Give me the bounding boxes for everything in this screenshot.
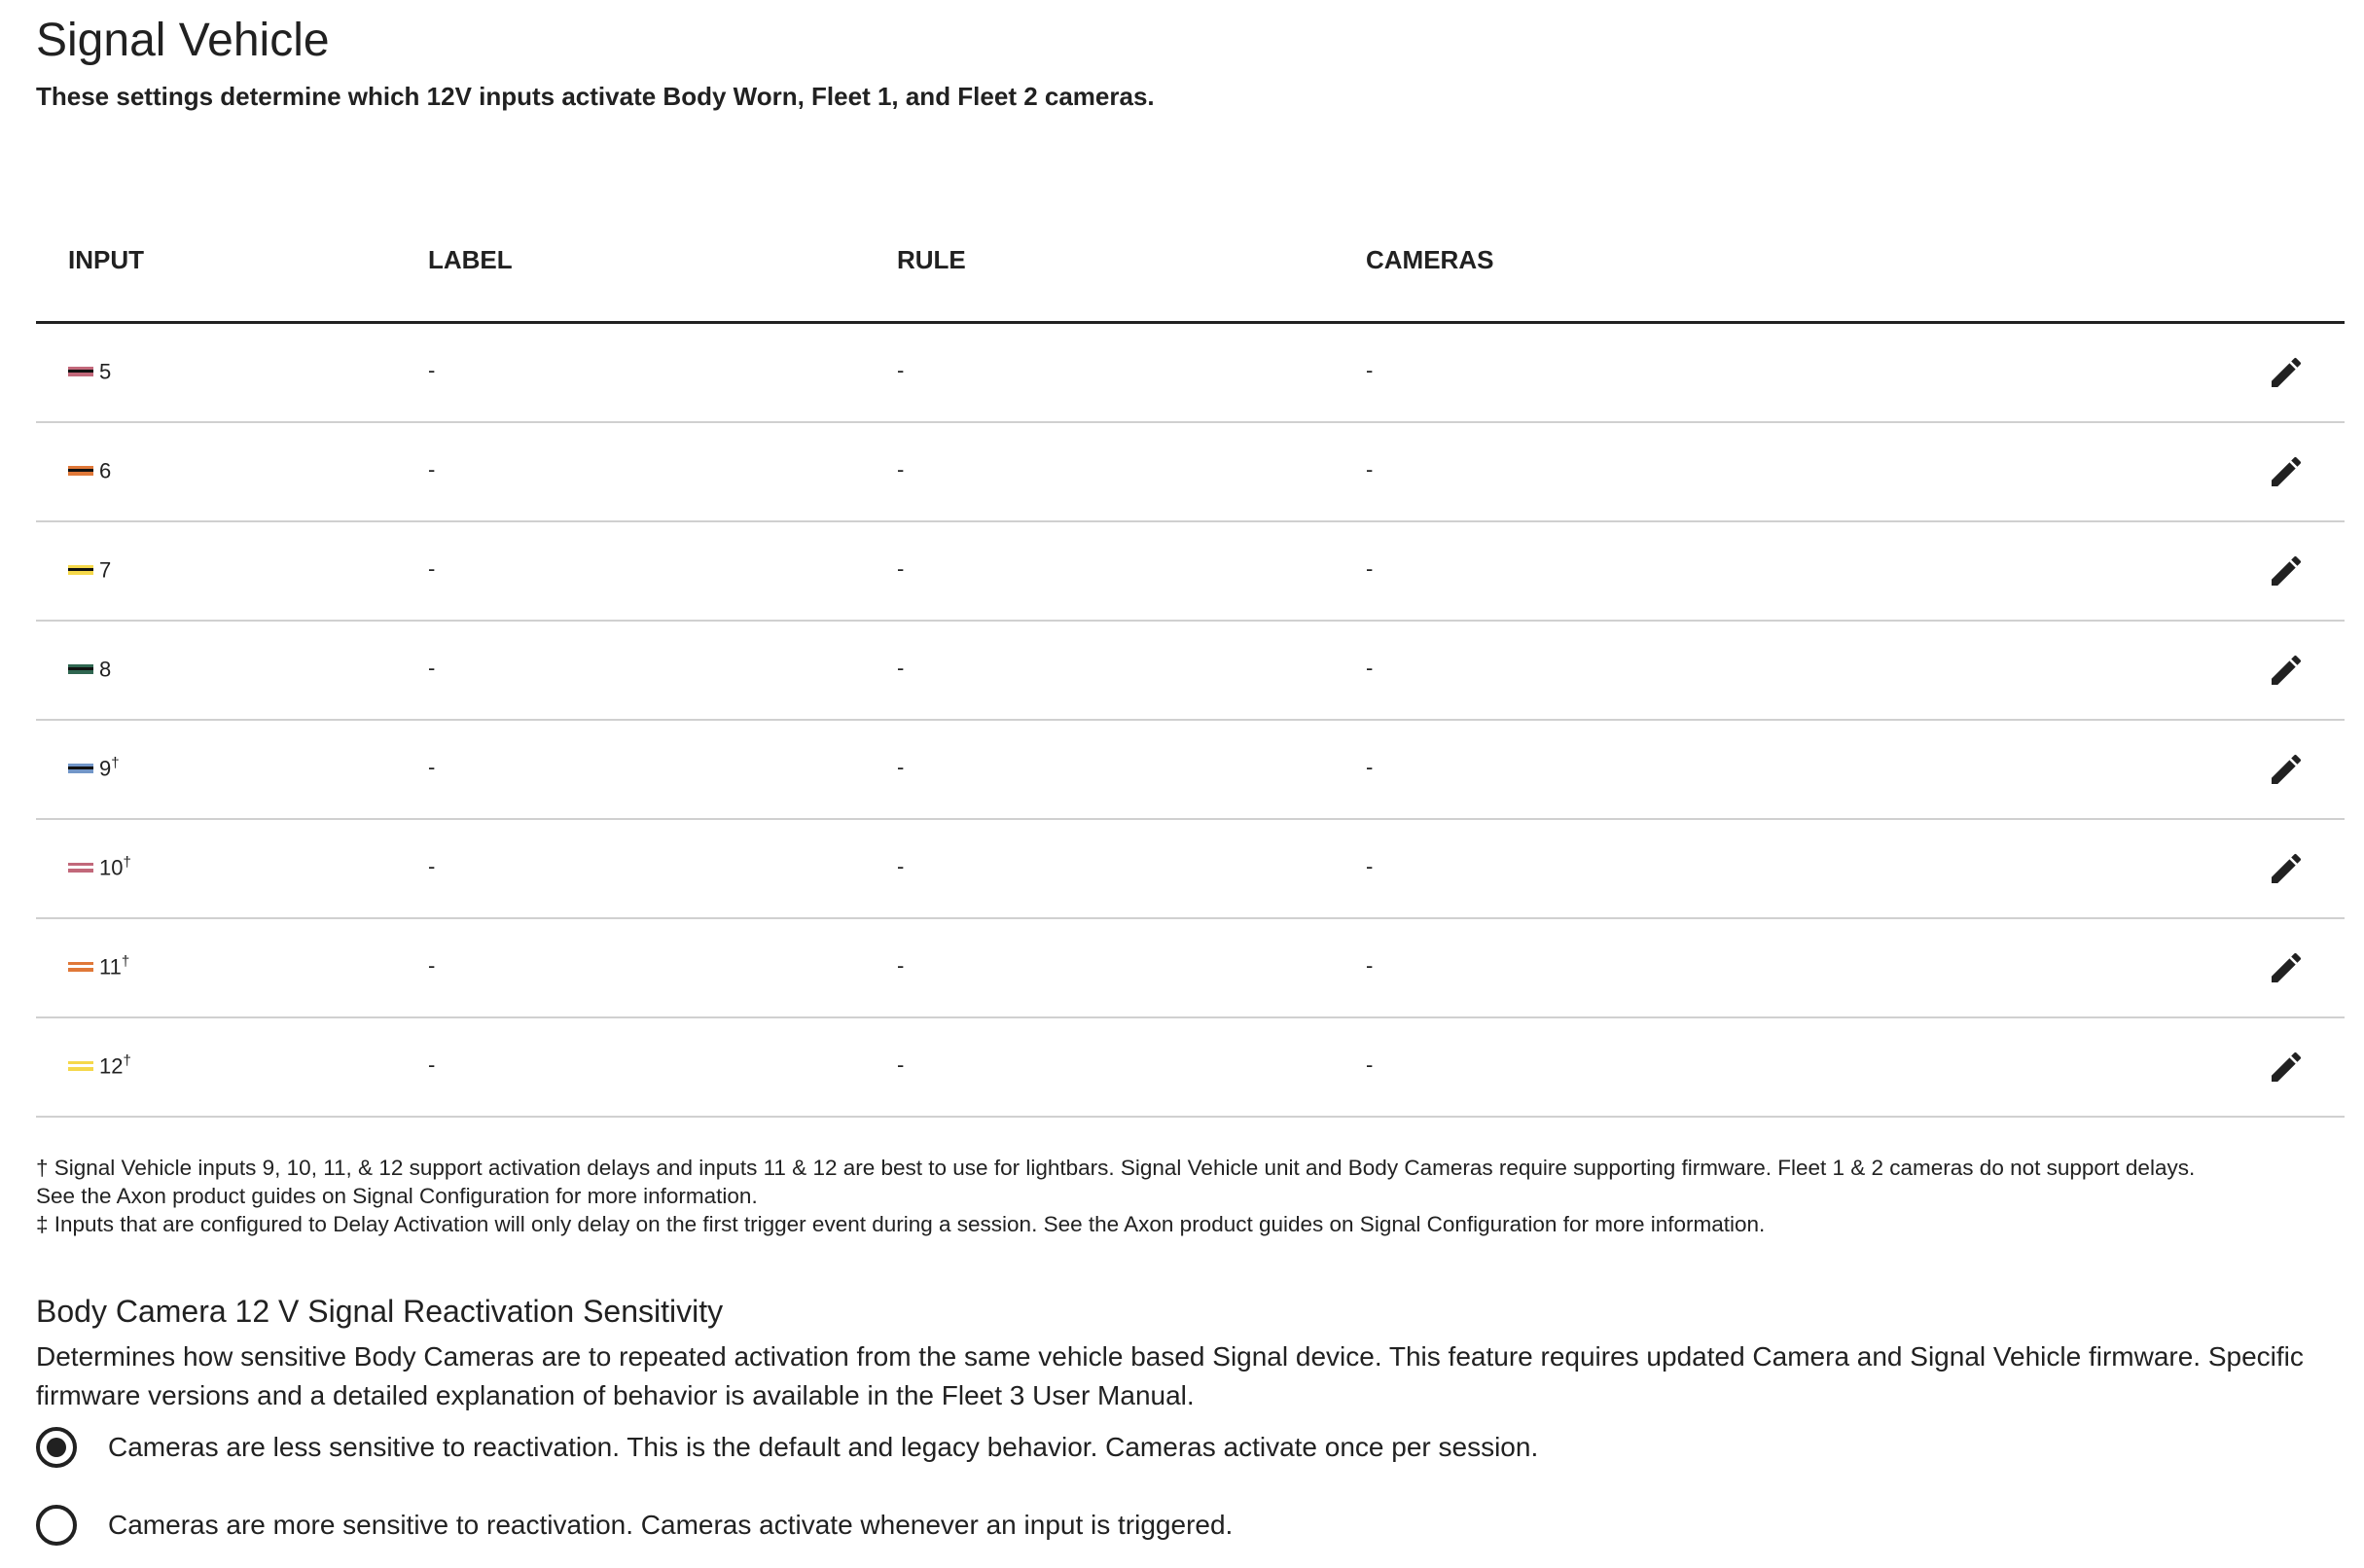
rule-cell: - [897, 656, 905, 680]
label-cell: - [428, 358, 436, 382]
wire-color-swatch [68, 565, 93, 575]
label-cell: - [428, 1052, 436, 1077]
edit-pencil-icon[interactable] [2267, 452, 2306, 491]
input-cell [68, 854, 131, 880]
rule-cell: - [897, 1052, 905, 1077]
input-number: 5 [99, 359, 112, 384]
edit-pencil-icon[interactable] [2267, 849, 2306, 888]
input-cell [68, 755, 120, 781]
wire-color-swatch [68, 764, 93, 773]
edit-pencil-icon[interactable] [2267, 948, 2306, 987]
radio-button-selected[interactable] [36, 1427, 77, 1468]
table-row [36, 820, 2345, 919]
sensitivity-title: Body Camera 12 V Signal Reactivation Sensitivity [36, 1294, 724, 1329]
footnote-dagger: † Signal Vehicle inputs 9, 10, 11, & 12 support activation delays and inputs 11 & 12 are best to use for lightbars. Signal Vehicle unit and Body Cameras require supporting firmware. Fleet 1 & 2 cameras do not support delays. [36, 1156, 2196, 1180]
cameras-cell: - [1366, 457, 1374, 481]
page-subtitle: These settings determine which 12V inputs activate Body Worn, Fleet 1, and Fleet 2 cameras. [36, 82, 1155, 111]
rule-cell: - [897, 358, 905, 382]
radio-button[interactable] [36, 1505, 77, 1546]
input-number: 8 [99, 657, 112, 682]
signal-inputs-table [36, 216, 2345, 1118]
cameras-cell: - [1366, 854, 1374, 878]
column-header-label: LABEL [428, 245, 513, 274]
table-row [36, 324, 2345, 423]
column-header-input: INPUT [68, 245, 144, 274]
cameras-cell: - [1366, 656, 1374, 680]
footnotes [36, 1154, 2195, 1238]
column-header-cameras: CAMERAS [1366, 245, 1494, 274]
footnote-mark: † [123, 854, 131, 871]
table-row [36, 522, 2345, 622]
wire-color-swatch [68, 664, 93, 674]
wire-color-swatch [68, 1061, 93, 1071]
table-row [36, 1018, 2345, 1118]
radio-label: Cameras are more sensitive to reactivation. Cameras activate whenever an input is triggered. [108, 1510, 1234, 1540]
rule-cell: - [897, 556, 905, 581]
cameras-cell: - [1366, 1052, 1374, 1077]
input-cell [68, 656, 111, 682]
input-cell [68, 953, 129, 980]
rule-cell: - [897, 457, 905, 481]
wire-color-swatch [68, 466, 93, 476]
table-row [36, 423, 2345, 522]
edit-pencil-icon[interactable] [2267, 750, 2306, 789]
edit-pencil-icon[interactable] [2267, 353, 2306, 392]
rule-cell: - [897, 854, 905, 878]
footnote-double-dagger: ‡ Inputs that are configured to Delay Activation will only delay on the first trigger event during a session. See the Axon product guides on Signal Configuration for more information. [36, 1212, 1766, 1236]
cameras-cell: - [1366, 556, 1374, 581]
footnote-mark: † [123, 1052, 131, 1069]
input-number: 6 [99, 458, 112, 483]
radio-dot [47, 1438, 66, 1457]
label-cell: - [428, 854, 436, 878]
radio-more-sensitive[interactable] [36, 1505, 1233, 1546]
input-cell [68, 556, 111, 583]
cameras-cell: - [1366, 358, 1374, 382]
table-row [36, 622, 2345, 721]
page-title: Signal Vehicle [36, 15, 330, 66]
input-cell [68, 358, 111, 384]
sensitivity-description: Determines how sensitive Body Cameras are to repeated activation from the same vehicle based Signal device. This feature requires updated Camera and Signal Vehicle firmware. Specific firmware versions and a detailed explanation of behavior is available in the Fleet 3 User Manual. [36, 1341, 2304, 1410]
table-row [36, 721, 2345, 820]
label-cell: - [428, 656, 436, 680]
wire-color-swatch [68, 962, 93, 972]
label-cell: - [428, 755, 436, 779]
radio-label: Cameras are less sensitive to reactivation. This is the default and legacy behavior. Cameras activate once per session. [108, 1432, 1539, 1462]
edit-pencil-icon[interactable] [2267, 651, 2306, 690]
input-number: 9 [99, 756, 112, 781]
cameras-cell: - [1366, 953, 1374, 978]
input-cell [68, 457, 111, 483]
input-number: 12 [99, 1053, 124, 1079]
radio-less-sensitive[interactable] [36, 1427, 1538, 1468]
label-cell: - [428, 556, 436, 581]
wire-color-swatch [68, 367, 93, 376]
input-number: 7 [99, 557, 112, 583]
label-cell: - [428, 953, 436, 978]
rule-cell: - [897, 953, 905, 978]
edit-pencil-icon[interactable] [2267, 552, 2306, 590]
wire-color-swatch [68, 863, 93, 873]
label-cell: - [428, 457, 436, 481]
edit-pencil-icon[interactable] [2267, 1048, 2306, 1087]
column-header-rule: RULE [897, 245, 966, 274]
table-row [36, 919, 2345, 1018]
table-body [36, 324, 2345, 1118]
footnote-mark: † [111, 755, 120, 771]
input-number: 11 [99, 954, 122, 980]
footnote-mark: † [121, 953, 130, 970]
footnote-dagger-continued: See the Axon product guides on Signal Configuration for more information. [36, 1184, 758, 1208]
table-header [36, 216, 2345, 324]
input-number: 10 [99, 855, 124, 880]
cameras-cell: - [1366, 755, 1374, 779]
input-cell [68, 1052, 131, 1079]
rule-cell: - [897, 755, 905, 779]
